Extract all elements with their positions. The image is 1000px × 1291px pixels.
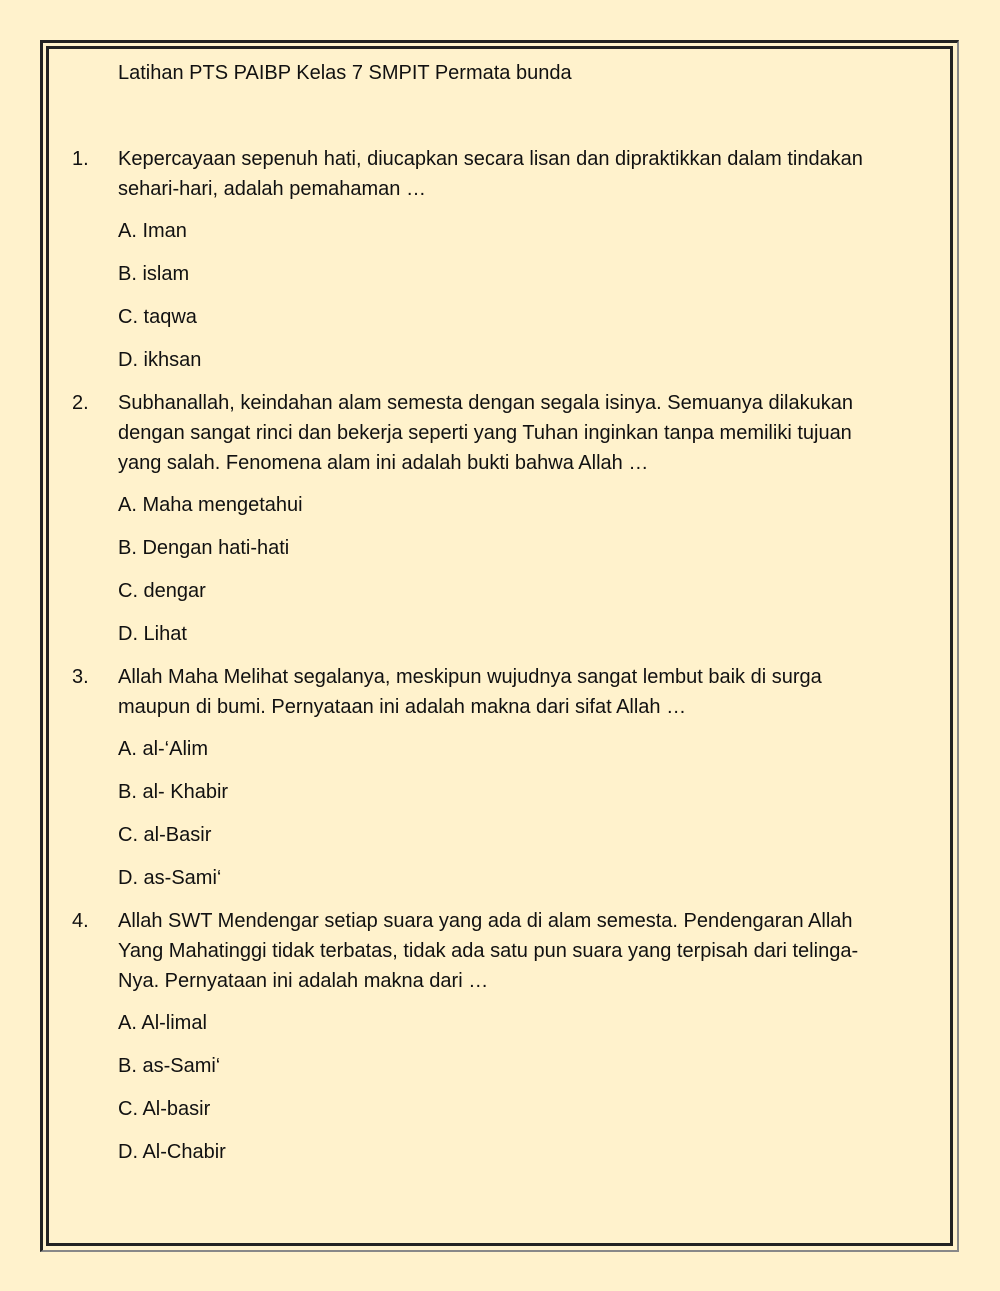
option-a[interactable]: A. Al-limal xyxy=(118,1012,207,1034)
option-d[interactable]: D. Al-Chabir xyxy=(118,1141,226,1163)
option-c[interactable]: C. Al-basir xyxy=(118,1098,211,1120)
question-text: Allah SWT Mendengar setiap suara yang ada di alam semesta. Pendengaran Allah Yang Mahatinggi tidak terbatas, tidak ada satu pun suara yang terpisah dari telinga-Nya. Pernyataan ini adalah makna dari … xyxy=(118,910,859,992)
option-d[interactable]: D. Lihat xyxy=(118,623,187,645)
question-number: 1. xyxy=(72,148,89,170)
option-b[interactable]: B. al- Khabir xyxy=(118,781,229,803)
question-number: 2. xyxy=(72,392,89,414)
question-number: 3. xyxy=(72,666,89,688)
question-text: Subhanallah, keindahan alam semesta dengan segala isinya. Semuanya dilakukan dengan sangat rinci dan bekerja seperti yang Tuhan inginkan tanpa memiliki tujuan yang salah. Fenomena alam ini adalah bukti bahwa Allah … xyxy=(118,392,853,474)
option-c[interactable]: C. al-Basir xyxy=(118,824,212,846)
option-list xyxy=(118,1008,892,1167)
worksheet-content xyxy=(72,58,892,1180)
document-title: Latihan PTS PAIBP Kelas 7 SMPIT Permata bunda xyxy=(118,62,572,84)
option-d[interactable]: D. as-Sami‘ xyxy=(118,867,222,889)
option-list xyxy=(118,216,892,375)
option-c[interactable]: C. taqwa xyxy=(118,306,197,328)
option-a[interactable]: A. al-‘Alim xyxy=(118,738,209,760)
question-text: Allah Maha Melihat segalanya, meskipun wujudnya sangat lembut baik di surga maupun di bumi. Pernyataan ini adalah makna dari sifat Allah … xyxy=(118,666,822,718)
option-c[interactable]: C. dengar xyxy=(118,580,206,602)
option-a[interactable]: A. Maha mengetahui xyxy=(118,494,303,516)
option-list xyxy=(118,490,892,649)
option-b[interactable]: B. islam xyxy=(118,263,190,285)
question-1 xyxy=(72,144,892,204)
question-4 xyxy=(72,906,892,996)
option-a[interactable]: A. Iman xyxy=(118,220,187,242)
option-d[interactable]: D. ikhsan xyxy=(118,349,202,371)
option-b[interactable]: B. as-Sami‘ xyxy=(118,1055,221,1077)
question-3 xyxy=(72,662,892,722)
question-number: 4. xyxy=(72,910,89,932)
question-text: Kepercayaan sepenuh hati, diucapkan secara lisan dan dipraktikkan dalam tindakan sehari-hari, adalah pemahaman … xyxy=(118,148,863,200)
option-b[interactable]: B. Dengan hati-hati xyxy=(118,537,290,559)
option-list xyxy=(118,734,892,893)
question-2 xyxy=(72,388,892,478)
